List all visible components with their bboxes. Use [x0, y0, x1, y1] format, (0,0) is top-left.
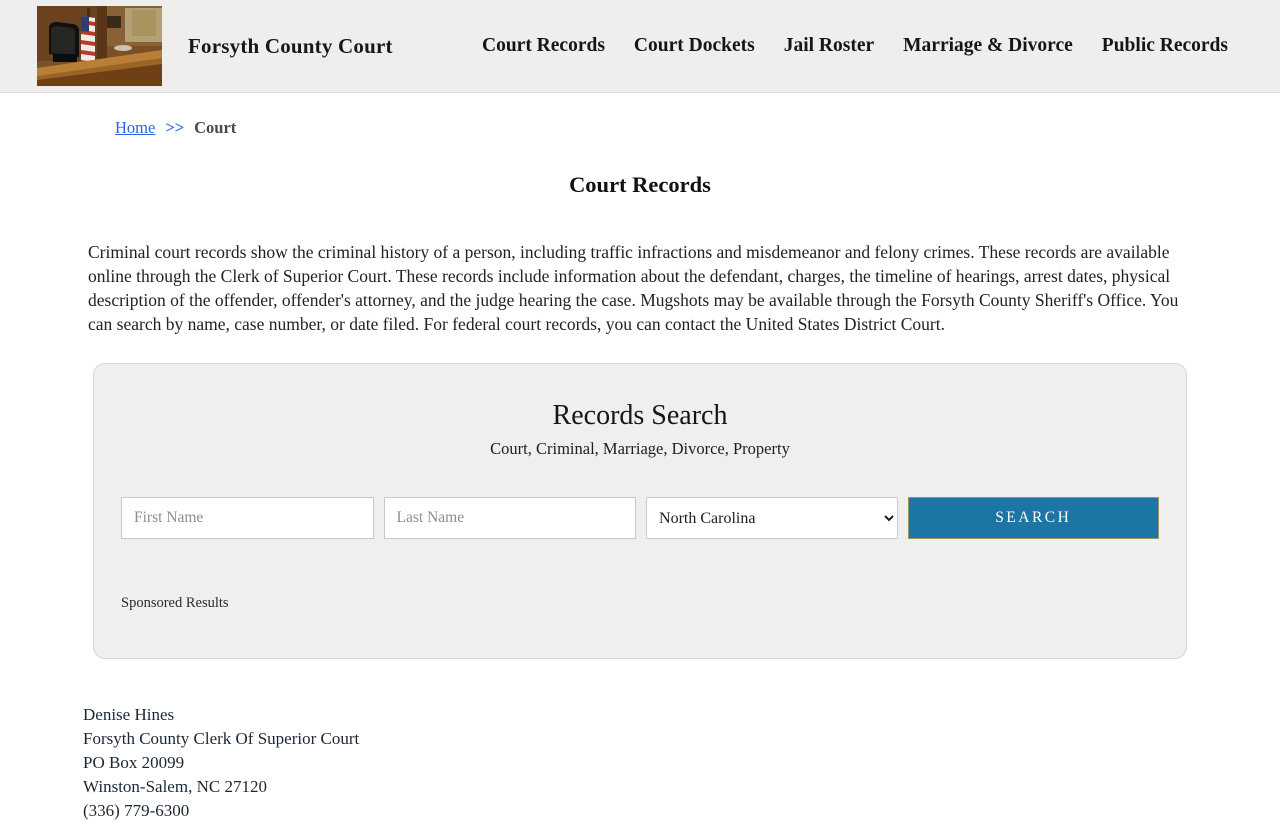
contact-org: Forsyth County Clerk Of Superior Court: [83, 729, 360, 748]
contact-name: Denise Hines: [83, 705, 175, 724]
search-button[interactable]: SEARCH: [908, 497, 1159, 539]
courtroom-photo-icon: [37, 6, 162, 86]
contact-info: [83, 703, 1280, 823]
records-search-title: Records Search: [552, 400, 728, 431]
contact-phone: (336) 779-6300: [83, 801, 190, 820]
site-header: [0, 0, 1280, 92]
last-name-input[interactable]: [384, 497, 637, 539]
main-nav: [482, 35, 1228, 57]
site-title: Forsyth County Court: [188, 33, 393, 58]
nav-item-public-records[interactable]: Public Records: [1101, 35, 1228, 56]
breadcrumb-current: Court: [194, 118, 237, 137]
nav-item-court-dockets[interactable]: Court Dockets: [633, 35, 755, 56]
nav-item-jail-roster[interactable]: Jail Roster: [783, 35, 875, 56]
records-search-subtitle: Court, Criminal, Marriage, Divorce, Property: [490, 439, 790, 458]
page-title: Court Records: [569, 172, 711, 197]
breadcrumb-separator: >>: [165, 118, 185, 137]
nav-item-court-records[interactable]: Court Records: [481, 35, 605, 56]
contact-city: Winston-Salem, NC 27120: [83, 777, 267, 796]
breadcrumb-home-link[interactable]: Home: [115, 118, 156, 137]
records-search-panel: [93, 363, 1187, 659]
state-select[interactable]: [646, 497, 898, 539]
contact-po-box: PO Box 20099: [83, 753, 185, 772]
breadcrumb: [0, 92, 1280, 138]
sponsored-results-label: Sponsored Results: [121, 595, 229, 611]
first-name-input[interactable]: [121, 497, 374, 539]
intro-paragraph: Criminal court records show the criminal history of a person, including traffic infractions and misdemeanor and felony crimes. These records are available online through the Clerk of Superior Court. These records include information about the defendant, charges, the timeline of hearings, arrest dates, physical description of the offender, offender's attorney, and the judge hearing the case. Mugshots may be available through the Forsyth County Sheriff's Office. You can search by name, case number, or date filed. For federal court records, you can contact the United States District Court.: [88, 242, 1179, 334]
records-search-form: [121, 497, 1159, 539]
nav-item-marriage-divorce[interactable]: Marriage & Divorce: [903, 35, 1073, 56]
courtroom-logo-image: [37, 6, 162, 86]
